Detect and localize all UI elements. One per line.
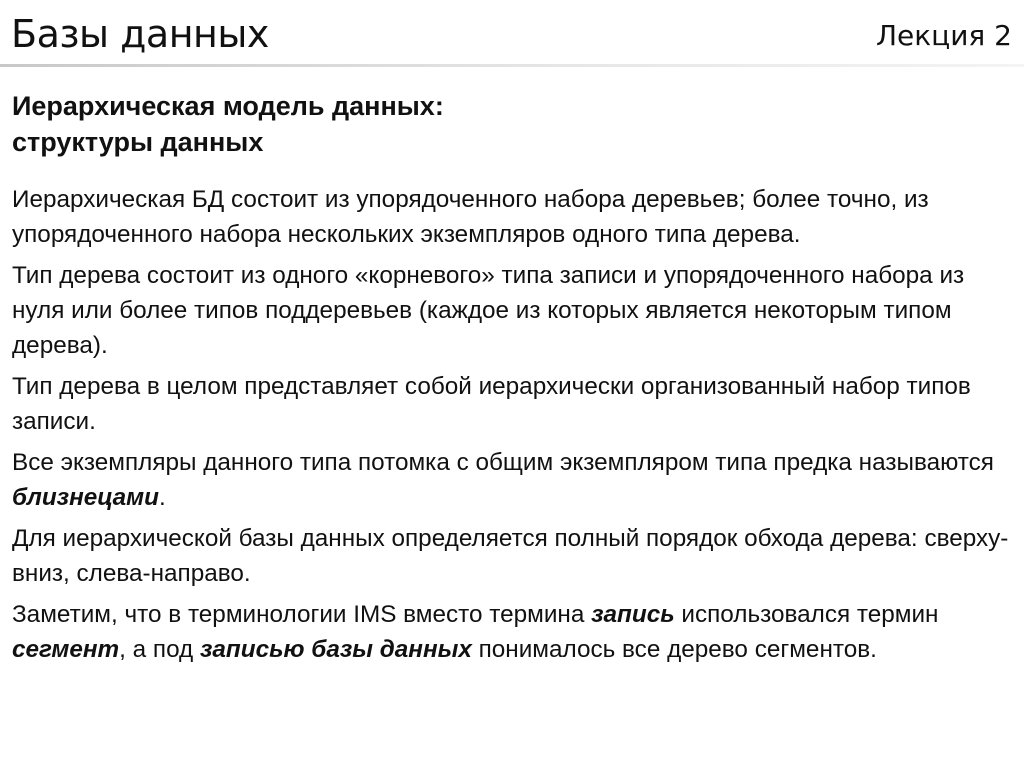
paragraph-tree-type: Тип дерева состоит из одного «корневого» типа записи и упорядоченного набора из нуля или более типов поддеревьев (каждое из которых является некоторым типом дерева). (12, 262, 965, 359)
term-segment: сегмент (12, 636, 120, 663)
ims-text-4: понималось все дерево сегментов. (471, 636, 877, 663)
term-record: запись (591, 601, 675, 628)
course-title: Базы данных (11, 12, 269, 56)
ims-text-2: использовался термин (674, 601, 939, 628)
slide-body (12, 182, 1012, 673)
twins-text-after: . (158, 484, 166, 511)
paragraph-traversal-order: Для иерархической базы данных определяется полный порядок обхода дерева: сверху-вниз, слева-направо. (12, 525, 1009, 587)
paragraph-tree-definition: Иерархическая БД состоит из упорядоченного набора деревьев; более точно, из упорядоченного набора нескольких экземпляров одного типа дерева. (12, 186, 929, 248)
slide-heading (12, 88, 992, 160)
term-database-record: записью базы данных (199, 636, 472, 663)
slide-header (0, 0, 1024, 66)
twins-text-before: Все экземпляры данного типа потомка с общим экземпляром типа предка называются (12, 449, 994, 476)
lecture-label: Лекция 2 (875, 19, 1012, 52)
term-twins: близнецами (12, 484, 159, 511)
header-divider (0, 64, 1024, 67)
paragraph-twins (12, 445, 1012, 515)
paragraph-ims-terminology (12, 597, 1012, 667)
ims-text-3: , а под (119, 636, 200, 663)
slide-heading-line-2: структуры данных (12, 127, 264, 157)
slide-heading-line-1: Иерархическая модель данных: (12, 91, 444, 121)
ims-text-1: Заметим, что в терминологии IMS вместо термина (12, 601, 592, 628)
paragraph-record-types: Тип дерева в целом представляет собой иерархически организованный набор типов записи. (12, 373, 971, 435)
